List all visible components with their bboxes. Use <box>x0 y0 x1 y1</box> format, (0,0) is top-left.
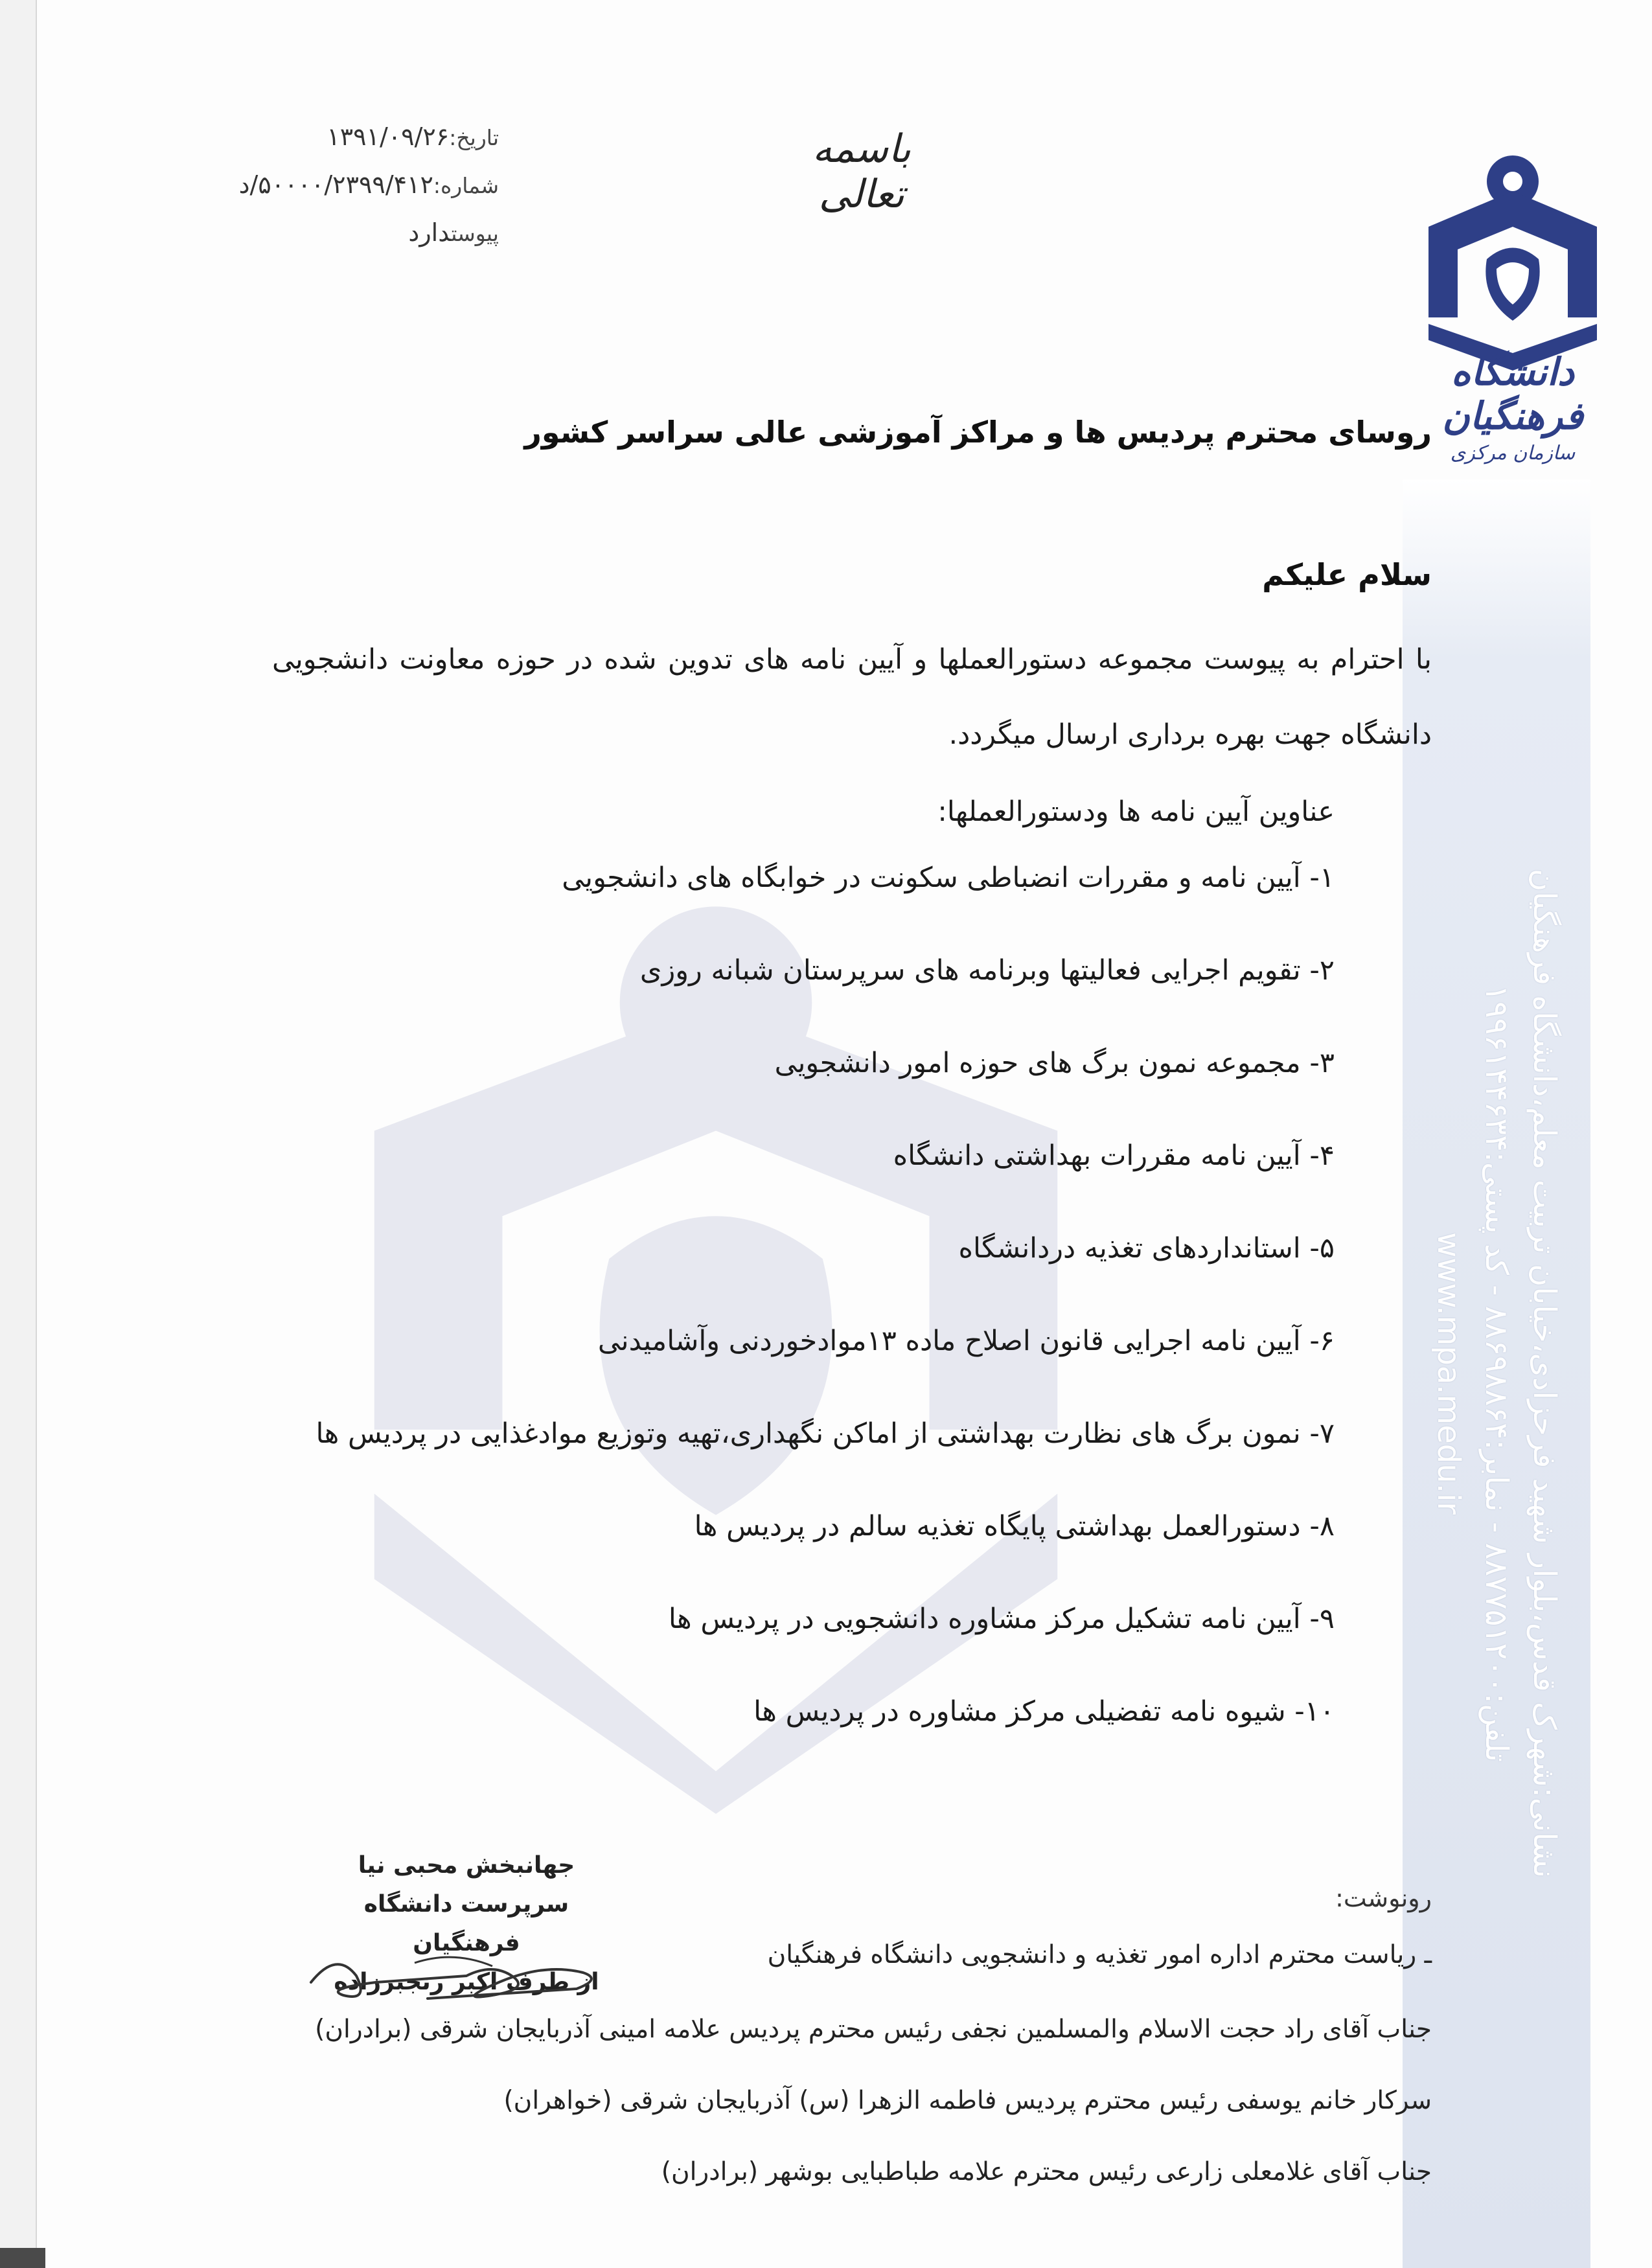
cc-line: جناب آقای راد حجت الاسلام والمسلمین نجفی رئیس محترم پردیس علامه امینی آذربایجان شرقی (برادران) <box>315 2015 1432 2044</box>
side-address <box>1425 531 1568 2216</box>
date-value: ۱۳۹۱/۰۹/۲۶ <box>327 122 450 151</box>
number-label: شماره: <box>433 173 499 198</box>
cc-line: جناب آقای غلامعلی زارعی رئیس محترم علامه طباطبایی بوشهر (برادران) <box>661 2157 1432 2186</box>
list-item: ۹- آیین نامه تشکیل مرکز مشاوره دانشجویی در پردیس ها <box>668 1603 1335 1635</box>
cc-label: رونوشت: <box>1335 1884 1432 1912</box>
number-row <box>214 161 499 209</box>
signer-name: جهانبخش محبی نیا <box>358 1852 575 1879</box>
intro-paragraph: با احترام به پیوست مجموعه دستورالعملها و آیین نامه های تدوین شده در حوزه معاونت دانشجویی دانشگاه جهت بهره برداری ارسال میگردد. <box>272 643 1432 751</box>
signer-on-behalf: از طرف اکبر رنجبرزاده <box>334 1969 599 1995</box>
recipient-heading: روسای محترم پردیس ها و مراکز آموزشی عالی سراسر کشور <box>524 415 1432 450</box>
logo-subtitle: سازمان مرکزی <box>1450 442 1576 464</box>
bismillah-heading: باسمه تعالی <box>812 126 912 217</box>
cc-line: سرکار خانم یوسفی رئیس محترم پردیس فاطمه الزهرا (س) آذربایجان شرقی (خواهران) <box>503 2086 1432 2115</box>
side-address-line: نشانی:شهرک قدس،بلوار شهید فرحزادی،خیابان تربیت معلم،دانشگاه فرهنگیان <box>1526 868 1563 1879</box>
regulations-list <box>272 862 1335 1788</box>
letter-meta <box>214 113 499 257</box>
greeting: سلام علیکم <box>1262 557 1432 592</box>
list-item: ۸- دستورالعمل بهداشتی پایگاه تغذیه سالم در پردیس ها <box>694 1510 1335 1542</box>
side-website: www.mpa.medu.ir <box>1430 1231 1467 1515</box>
list-item: ۱- آیین نامه و مقررات انضباطی سکونت در خوابگاه های دانشجویی <box>562 862 1335 894</box>
date-row <box>214 113 499 161</box>
list-item: ۲- تقویم اجرایی فعالیتها وبرنامه های سرپرستان شبانه روزی <box>639 954 1335 987</box>
logo-title: دانشگاه فرهنگیان <box>1442 350 1583 438</box>
side-phone-line: تلفن:۸۸۷۷۵۱۲۰۰ - نمابر:۸۸۶۹۸۸۶۴ - کد پستی:۱۹۹۶۱۴۴۶۳۴ <box>1478 985 1515 1762</box>
corner-badge <box>0 2248 45 2268</box>
list-item: ۳- مجموعه نمون برگ های حوزه امور دانشجویی <box>774 1047 1335 1079</box>
list-item: ۷- نمون برگ های نظارت بهداشتی از اماکن نگهداری،تهیه وتوزیع موادغذایی در پردیس ها <box>315 1417 1335 1450</box>
list-title: عناوین آیین نامه ها ودستورالعملها: <box>937 796 1335 828</box>
list-item: ۱۰- شیوه نامه تفضیلی مرکز مشاوره در پردیس ها <box>753 1695 1335 1728</box>
attachment-value: دارد <box>408 218 452 247</box>
number-value: ۵۰۰۰۰/۲۳۹۹/۴۱۲/د <box>238 170 433 199</box>
scan-edge <box>0 0 37 2268</box>
cc-line: ـ ریاست محترم اداره امور تغذیه و دانشجویی دانشگاه فرهنگیان <box>767 1940 1432 1969</box>
list-item: ۴- آیین نامه مقررات بهداشتی دانشگاه <box>893 1140 1335 1172</box>
attachment-row <box>214 209 499 257</box>
date-label: تاریخ: <box>449 125 499 150</box>
list-item: ۵- استانداردهای تغذیه دردانشگاه <box>958 1232 1335 1265</box>
attachment-label: پیوست <box>451 221 499 246</box>
signer-title: سرپرست دانشگاه فرهنگیان <box>363 1891 569 1956</box>
list-item: ۶- آیین نامه اجرایی قانون اصلاح ماده ۱۳موادخوردنی وآشامیدنی <box>597 1325 1335 1357</box>
logo-text <box>1416 350 1610 464</box>
